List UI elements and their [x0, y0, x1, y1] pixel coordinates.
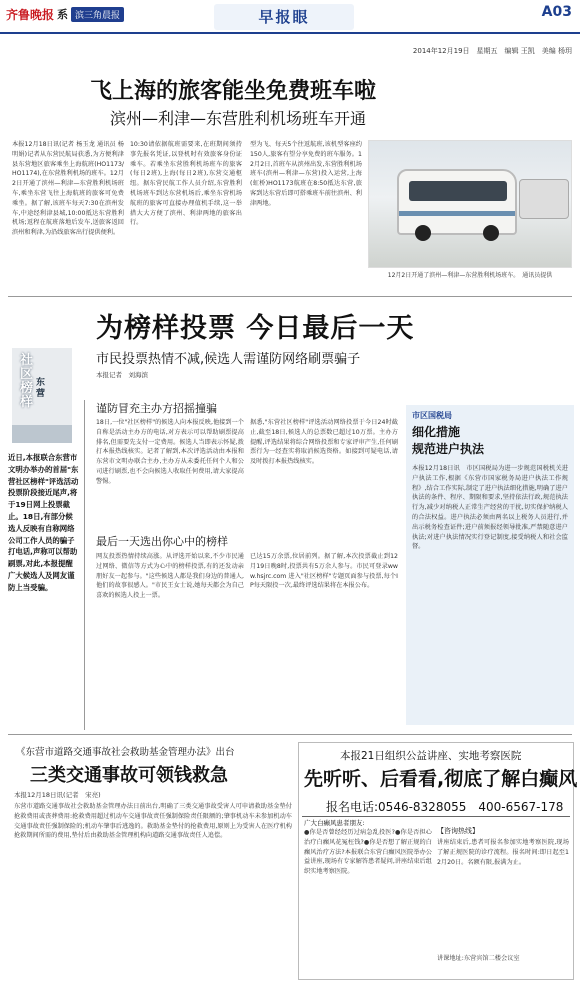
- badge-title: 社区榜样: [20, 353, 34, 410]
- story1-column-1: 本报12月18日讯(记者 杨玉龙 通讯员 杨明娟)记者从东营民航局获悉,为方便利津县东营地区旅客乘坐上海航班(HO1173/HO1174),在东营胜利机场的班车。12月2日开通了滨州—利津—东营胜利机场班车,乘坐东营飞往上海航班的旅客可免费乘坐。据了解,该班车每天7:30在滨州发车,中途经利津县城,10:00抵达东营胜利机场;返程在航班落地后发车,送旅客返回滨州和利津,为沿线旅客出行提供便利。: [12, 141, 124, 237]
- story2-subhead-1: 谨防冒充主办方招摇撞骗: [96, 402, 217, 415]
- story2-body-b: 据悉,"东营社区榜样"评选活动网络投票于今日24时截止,截至18日,候选人的总票数已超过10万票。主办方提醒,评选结果将综合网络投票和专家评审产生,任何刷票行为一经查实将取消候选资格。如接到可疑电话,请及时拨打本报热线核实。: [250, 419, 398, 466]
- story1-headline: 飞上海的旅客能坐免费班车啦: [90, 78, 377, 104]
- section-divider-2: [8, 734, 572, 735]
- story2-subhead-2: 最后一天选出你心中的榜样: [96, 535, 228, 548]
- edition-meta: 2014年12月19日 星期五 编辑 王凯 美编 杨玥: [412, 47, 572, 55]
- bus-illustration: [397, 169, 517, 235]
- photo-caption: 12月2日开通了滨州—利津—东营胜利机场班车。 通讯员提供: [387, 272, 553, 279]
- tax-bureau-kicker: 市区国税局: [412, 411, 452, 420]
- story2-subheadline: 市民投票热情不减,候选人需谨防网络刷票骗子: [96, 352, 361, 367]
- story2-lead: 近日,本报联合东营市文明办举办的首届"东营社区榜样"评选活动投票阶段接近尾声,将于19日网上投票截止。18日,有部分候选人反映有自称网络公司工作人员的骗子打电话,声称可以帮助刷票,对此,本报提醒广大候选人及网友谨防上当受骗。: [8, 453, 79, 592]
- ad-question-label: 广大白癫风患者朋友:: [304, 819, 365, 827]
- series-label: 系: [57, 8, 69, 21]
- ad-address: 讲课地址:东营宾馆二楼会议室: [437, 955, 520, 962]
- header-rule: [0, 32, 580, 34]
- ad-title: 先听听、后看看,彻底了解白癫风: [304, 768, 578, 790]
- ad-hotline-label: 【咨询热线】: [437, 827, 479, 835]
- story2-body-a: 18日,一位"社区榜样"的候选人向本报反映,他接到一个自称是活动主办方的电话,对方表示可以帮助刷票提高排名,但需要先支付一定费用。候选人当即表示怀疑,拨打本报热线核实。记者了解到,本次评选活动由本报和东营市文明办联合主办,主办方从未委托任何个人和公司进行刷票,也不会向候选人收取任何费用,请大家提高警惕。: [96, 419, 244, 485]
- story3-byline: 本报12月18日讯(记者 宋亮): [14, 791, 101, 799]
- background-bus-illustration: [519, 179, 569, 219]
- column-rule-left: [84, 400, 85, 730]
- community-model-badge: [12, 348, 72, 443]
- page-number: A03: [541, 4, 572, 20]
- story3-body: 东营市道路交通事故社会救助基金管理办法日前出台,明确了三类交通事故受害人可申请救助基金垫付抢救费用或丧葬费用:抢救费用超过机动车交通事故责任强制保险责任限额的;肇事机动车未参加机动车交通事故责任强制保险的;机动车肇事后逃逸的。救助基金垫付的抢救费用,原则上为受害人在医疗机构抢救期间所需的费用,垫付后由救助基金管理机构向道路交通事故责任人追偿。: [14, 803, 292, 840]
- ad-pretitle: 本报21日组织公益讲座、实地考察医院: [340, 750, 522, 762]
- ad-hotline-body: 讲座结束后,患者可报名参加实地考察医院,现场了解正规医院的诊疗流程。报名时间:即日起至12月20日。名额有限,报满为止。: [437, 839, 569, 866]
- tax-bureau-body: 本报12月18日讯 市区国税局为进一步规范国税机关进户执法工作,根据《东营市国家税务局进户执法工作规程》,结合工作实际,制定了进户执法细化措施,明确了进户执法的条件、程序、期限和要求,坚持依法行政,规范执法行为,减少对纳税人正常生产经营的干扰,切实保护纳税人的合法权益。进户执法必须由两名以上税务人员进行,并出示税务检查证件;进户前须报经领导批准,严禁随意进户执法;对进户执法情况实行登记制度,接受纳税人和社会监督。: [412, 465, 568, 551]
- sub-paper-badge: 滨三角晨报: [71, 7, 124, 22]
- badge-subtitle: 东营: [36, 378, 46, 399]
- ad-phone: 报名电话:0546-8328055 400-6567-178: [326, 800, 564, 814]
- masthead: [0, 0, 580, 32]
- section-title: 早报眼: [214, 4, 354, 30]
- bus-photo: [368, 140, 572, 268]
- ad-rule: [302, 816, 570, 817]
- story3-headline: 三类交通事故可领钱救急: [30, 765, 228, 786]
- story1-column-2: 10:30请依据航班需要来,在班期间须持事先报名凭证,以登机时有效旅客身份证乘车。若乘坐东营胜利机场班车的旅客(每日2班),上海(每日2班),东营交通枢纽。据东营民航工作人员介绍,东营胜利机场班车到达东营机场后,乘坐东营机场航班的旅客可直接办理值机手续,这一举措大大方便了滨州、利津两地的旅客出行。: [130, 141, 242, 227]
- story1-subheadline: 滨州—利津—东营胜利机场班车开通: [110, 109, 367, 128]
- newspaper-logo: 齐鲁晚报: [6, 7, 55, 22]
- story2-headline: 为榜样投票 今日最后一天: [96, 313, 415, 344]
- brand: [6, 5, 124, 23]
- section-divider-1: [8, 296, 572, 297]
- story1-column-3: 型为飞、每天5个往返航班,该机型客座约150人,旅客有望分享免费的班车服务。12月2日,首班车从滨州出发,东营胜利机场班车(滨州—利津—东营)投入运营,上海(虹桥)HO1173航班在8:50抵达东营,旅客到达东营后即可搭乘班车前往滨州、利津两地。: [250, 141, 362, 207]
- story3-kicker: 《东营市道路交通事故社会救助基金管理办法》出台: [16, 747, 235, 758]
- tax-bureau-title: 细化措施 规范进户执法: [412, 425, 485, 456]
- ad-question-body: ●你是否曾经经历过病急乱投医?●你是否担心治疗白癫风花冤枉钱?●你是否想了解正规的白癫风治疗方法?本报联合东营白癫风医院举办公益讲座,现场有专家解答患者疑问,讲座结束后组织实地考察医院。: [304, 829, 432, 876]
- story2-byline: 本报记者 刘海滨: [96, 371, 148, 379]
- story2-body-c: 网友投票热情持续高涨。从评选开始以来,不少市民通过网络、微信等方式为心中的榜样投票,有的还发动亲朋好友一起参与。"这些候选人都是我们身边的普通人,他们的故事很感人。"市民王女士说,她每天都会为自己喜欢的候选人投上一票。: [96, 553, 244, 600]
- story2-body-d: 已达15万余票,位居前列。据了解,本次投票截止到12月19日晚8时,投票共有5万余人参与。市民可登录www.hsjrc.com 进入"社区榜样"专题页面参与投票,每个IP每天限投一次,最终评选结果将在本报公布。: [250, 553, 398, 590]
